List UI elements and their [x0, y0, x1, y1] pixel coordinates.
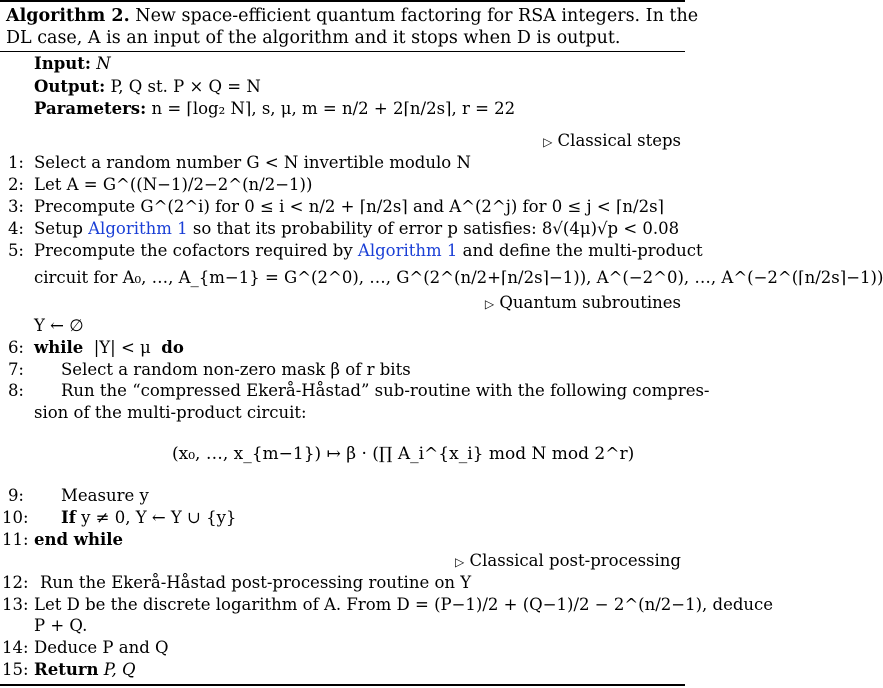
output-value: P, Q st. P × Q = N [110, 77, 261, 96]
line-number: 8: [7, 381, 24, 400]
step-13-line1: Let D be the discrete logarithm of A. From D = (P−1)/2 + (Q−1)/2 − 2^(n/2−1), deduce [34, 595, 774, 614]
line-number: 4: [7, 219, 24, 238]
step-14: Deduce P and Q [34, 638, 169, 657]
comment-classical-steps [543, 131, 681, 152]
step-5-text-b: and define the multi-product [457, 241, 703, 260]
step-4 [34, 219, 679, 239]
parameters-label: Parameters: [34, 99, 147, 118]
caption-text-line2: DL case, A is an input of the algorithm and it stops when D is output. [6, 28, 621, 48]
step-5 [34, 241, 703, 261]
comment-classical-steps-text: Classical steps [557, 131, 681, 150]
line-number: 3: [7, 197, 24, 216]
comment-triangle-icon: ▷ [484, 297, 495, 311]
comment-quantum-subroutines-text: Quantum subroutines [499, 293, 681, 312]
caption-label: Algorithm 2. [6, 6, 130, 26]
step-4-text-b: so that its probability of error p satisfies: 8√(4μ)√p < 0.08 [187, 219, 680, 238]
output-line [34, 77, 261, 97]
line-number: 11: [2, 530, 29, 549]
if-keyword: If [61, 508, 76, 527]
step-10-text: y ≠ 0, Y ← Y ∪ {y} [81, 508, 237, 527]
comment-triangle-icon: ▷ [455, 555, 465, 569]
algorithm-1-link[interactable]: Algorithm 1 [88, 219, 188, 238]
algorithm-1-link[interactable]: Algorithm 1 [357, 241, 458, 260]
line-number: 7: [7, 360, 24, 379]
step-4-text-a: Setup [34, 219, 89, 238]
return-value: P, Q [103, 660, 136, 679]
comment-quantum-subroutines [485, 293, 681, 314]
parameters-value: n = ⌈log₂ N⌉, s, μ, m = n/2 + 2⌈n/2s⌉, r = 22 [151, 99, 516, 118]
compression-formula: (x₀, …, x_{m−1}) ↦ β · (∏ A_i^{x_i} mod N mod 2^r) [172, 444, 635, 464]
line-number: 1: [7, 153, 24, 172]
do-keyword: do [161, 338, 184, 357]
return-keyword: Return [34, 660, 99, 679]
step-1: Select a random number G < N invertible modulo N [34, 153, 471, 172]
algorithm-caption [6, 6, 698, 26]
line-number: 9: [7, 486, 24, 505]
step-9: Measure y [61, 486, 149, 505]
line-number: 15: [2, 660, 29, 679]
caption-text-line1: New space-efficient quantum factoring for RSA integers. In the [129, 6, 699, 26]
comment-classical-post-text: Classical post-processing [469, 551, 681, 570]
top-rule [0, 0, 685, 2]
line-number: 6: [7, 338, 24, 357]
line-number: 12: [2, 573, 29, 592]
comment-triangle-icon: ▷ [543, 135, 553, 149]
step-10 [61, 508, 236, 528]
y-init: Y ← ∅ [34, 316, 84, 335]
step-3: Precompute G^(2^i) for 0 ≤ i < n/2 + ⌈n/2s⌉ and A^(2^j) for 0 ≤ j < ⌈n/2s⌉ [34, 197, 664, 216]
parameters-line [34, 99, 515, 119]
step-13-line2: P + Q. [34, 616, 88, 635]
line-number: 14: [2, 638, 29, 657]
step-8-line2: sion of the multi-product circuit: [34, 403, 307, 422]
step-7: Select a random non-zero mask β of r bits [61, 360, 411, 379]
step-5-line2: circuit for A₀, …, A_{m−1} = G^(2^0), …, G^(2^(n/2+⌈n/2s⌉−1)), A^(−2^0), …, A^(−2^(⌈n/2s⌉−1)) [34, 268, 883, 287]
input-label: Input: [34, 54, 91, 73]
step-2: Let A = G^((N−1)/2−2^(n/2−1)) [34, 175, 313, 194]
step-15 [34, 660, 136, 680]
step-8-line1: Run the “compressed Ekerå-Håstad” sub-routine with the following compres- [61, 381, 710, 400]
step-6 [34, 338, 184, 358]
while-keyword: while [34, 338, 84, 357]
while-condition: |Y| < μ [93, 338, 151, 357]
line-number: 10: [2, 508, 29, 527]
step-12: Run the Ekerå-Håstad post-processing routine on Y [40, 573, 472, 592]
bottom-rule [0, 684, 685, 686]
step-11: end while [34, 530, 124, 549]
line-number: 2: [7, 175, 24, 194]
line-number: 5: [7, 241, 24, 260]
step-5-text-a: Precompute the cofactors required by [34, 241, 358, 260]
input-value: N [96, 54, 111, 73]
input-line [34, 54, 111, 74]
output-label: Output: [34, 77, 106, 96]
caption-rule [0, 51, 685, 52]
comment-classical-post [455, 551, 681, 572]
line-number: 13: [2, 595, 29, 614]
